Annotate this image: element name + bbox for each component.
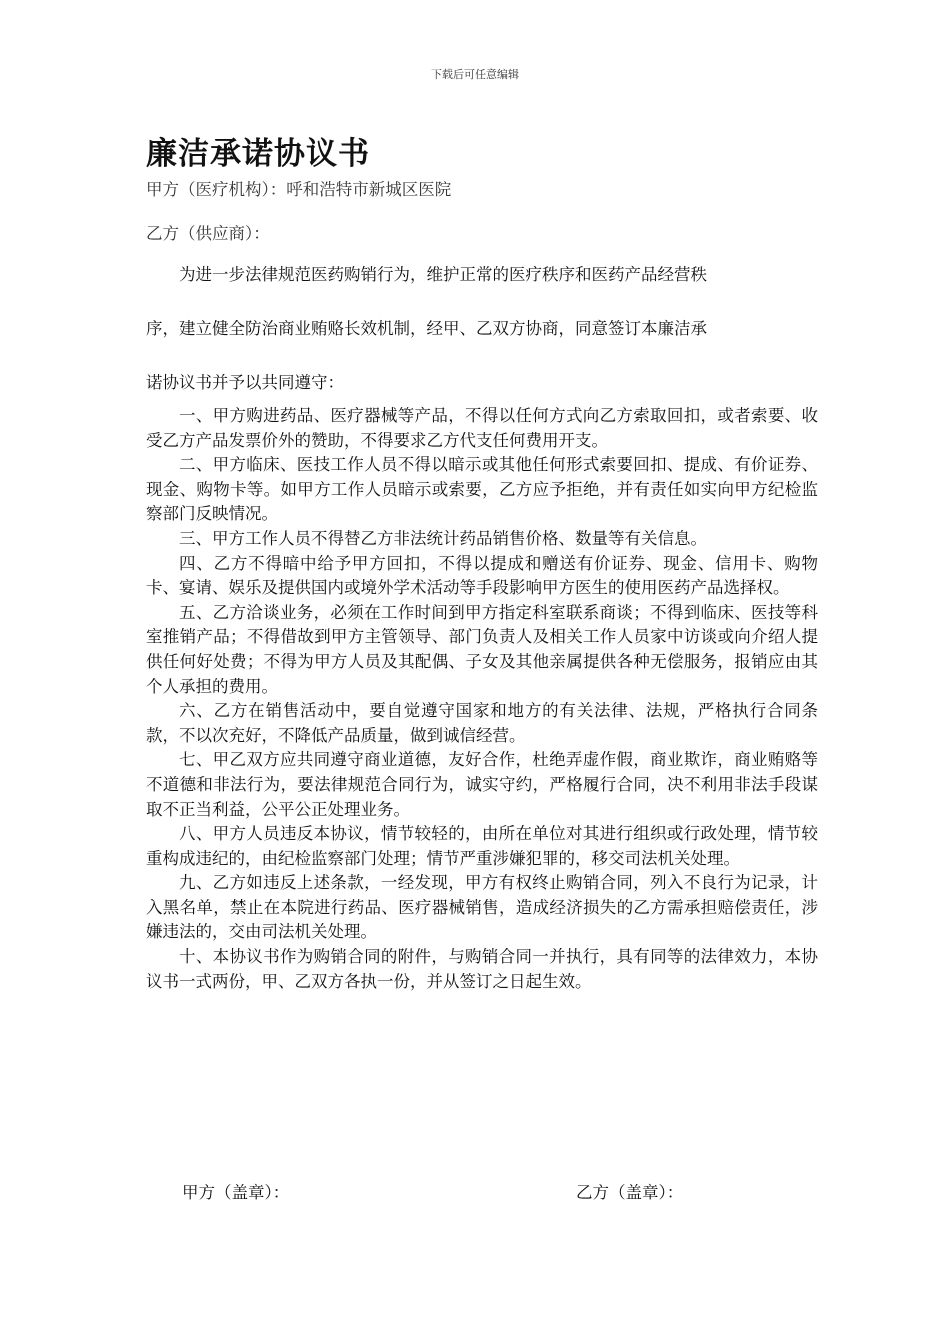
intro-line: 为进一步法律规范医药购销行为，维护正常的医疗秩序和医药产品经营秩 xyxy=(179,265,707,284)
clause-7: 七、甲乙双方应共同遵守商业道德，友好合作，杜绝弄虚作假，商业欺诈，商业贿赂等不道德和非法行为，要法律规范合同行为，诚实守约，严格履行合同，决不利用非法手段谋取不正当利益，公平公正处理业务。 xyxy=(146,750,818,819)
clause-8: 八、甲方人员违反本协议，情节较轻的，由所在单位对其进行组织或行政处理，情节较重构成违纪的，由纪检监察部门处理；情节严重涉嫌犯罪的，移交司法机关处理。 xyxy=(146,824,818,868)
header-note: 下载后可任意编辑 xyxy=(431,68,519,81)
signature-party-a: 甲方（盖章）： xyxy=(182,1183,290,1202)
clause-6: 六、乙方在销售活动中，要自觉遵守国家和地方的有关法律、法规，严格执行合同条款，不以次充好，不降低产品质量，做到诚信经营。 xyxy=(146,701,818,745)
clause-3: 三、甲方工作人员不得替乙方非法统计药品销售价格、数量等有关信息。 xyxy=(179,528,707,548)
document-title: 廉洁承诺协议书 xyxy=(146,136,370,172)
clause-1: 一、甲方购进药品、医疗器械等产品，不得以任何方式向乙方索取回扣，或者索要、收受乙方产品发票价外的赞助，不得要求乙方代支任何费用开支。 xyxy=(146,406,818,450)
clause-5: 五、乙方洽谈业务，必须在工作时间到甲方指定科室联系商谈；不得到临床、医技等科室推销产品；不得借故到甲方主管领导、部门负责人及相关工作人员家中访谈或向介绍人提供任何好处费；不得为甲方人员及其配偶、子女及其他亲属提供各种无偿服务，报销应由其个人承担的费用。 xyxy=(146,602,818,696)
intro-paragraph xyxy=(146,260,826,422)
clause-10: 十、本协议书作为购销合同的附件，与购销合同一并执行，具有同等的法律效力，本协议书一式两份，甲、乙双方各执一份，并从签订之日起生效。 xyxy=(146,947,818,991)
intro-line: 序，建立健全防治商业贿赂长效机制，经甲、乙双方协商，同意签订本廉洁承 xyxy=(146,319,707,338)
signature-party-b: 乙方（盖章）： xyxy=(576,1183,684,1202)
clause-2: 二、甲方临床、医技工作人员不得以暗示或其他任何形式索要回扣、提成、有价证券、现金、购物卡等。如甲方工作人员暗示或索要，乙方应予拒绝，并有责任如实向甲方纪检监察部门反映情况。 xyxy=(146,455,818,524)
clause-list xyxy=(146,404,818,994)
clause-9: 九、乙方如违反上述条款，一经发现，甲方有权终止购销合同，列入不良行为记录，计入黑名单，禁止在本院进行药品、医疗器械销售，造成经济损失的乙方需承担赔偿责任，涉嫌违法的，交由司法机关处理。 xyxy=(146,873,818,942)
clause-4: 四、乙方不得暗中给予甲方回扣，不得以提成和赠送有价证券、现金、信用卡、购物卡、宴请、娱乐及提供国内或境外学术活动等手段影响甲方医生的使用医药产品选择权。 xyxy=(146,553,818,598)
intro-line: 诺协议书并予以共同遵守： xyxy=(146,373,344,392)
party-a-line: 甲方（医疗机构）：呼和浩特市新城区医院 xyxy=(146,180,452,199)
party-b-line: 乙方（供应商）： xyxy=(146,224,270,243)
